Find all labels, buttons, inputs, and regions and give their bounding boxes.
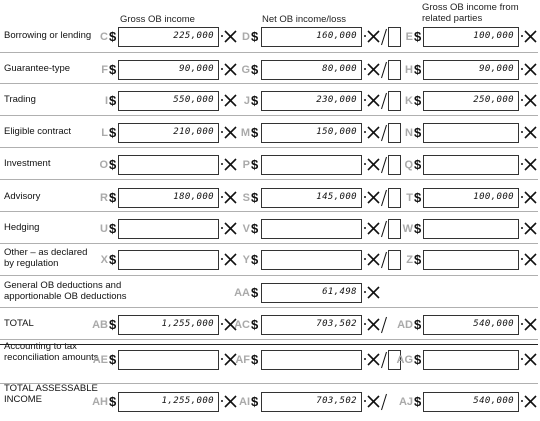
row-divider	[0, 179, 538, 180]
row-label: Hedging	[4, 222, 40, 233]
currency-symbol: $	[414, 93, 422, 108]
column-header-related: Gross OB income from related parties	[422, 2, 519, 24]
currency-symbol: $	[251, 125, 259, 140]
cross-mark-icon[interactable]	[367, 286, 380, 299]
field-code: W	[402, 223, 413, 235]
amount-cell	[0, 155, 540, 175]
field-code: AC	[234, 319, 250, 331]
amount-value: 145,000	[316, 192, 357, 202]
row-label: Investment	[4, 158, 51, 169]
amount-input[interactable]	[423, 350, 519, 370]
currency-symbol: $	[251, 352, 259, 367]
form-row	[0, 341, 540, 372]
amount-value: 80,000	[322, 64, 357, 74]
separator-dot	[521, 35, 523, 37]
currency-symbol: $	[109, 221, 117, 236]
currency-symbol: $	[109, 190, 117, 205]
cross-mark-icon[interactable]	[524, 353, 537, 366]
field-code: T	[406, 192, 413, 204]
row-label: Eligible contract	[4, 126, 72, 137]
cross-mark-icon[interactable]	[524, 94, 537, 107]
amount-cell	[0, 280, 540, 303]
currency-symbol: $	[109, 157, 117, 172]
row-divider	[0, 211, 538, 212]
field-code: G	[241, 64, 250, 76]
form-row	[0, 91, 540, 113]
amount-input[interactable]	[261, 283, 362, 303]
cross-mark-icon[interactable]	[524, 30, 537, 43]
amount-input[interactable]	[423, 392, 519, 412]
currency-symbol: $	[414, 394, 422, 409]
cross-mark-icon[interactable]	[524, 126, 537, 139]
cross-mark-icon[interactable]	[524, 395, 537, 408]
form-row	[0, 280, 540, 305]
row-label: Guarantee-type	[4, 63, 71, 74]
column-header-net: Net OB income/loss	[262, 14, 346, 25]
amount-input[interactable]	[423, 91, 519, 111]
amount-value: 160,000	[316, 31, 357, 41]
amount-value: 703,502	[316, 396, 357, 406]
cross-mark-icon[interactable]	[524, 253, 537, 266]
separator-dot	[521, 99, 523, 101]
row-divider	[0, 275, 538, 276]
field-code: R	[100, 192, 108, 204]
amount-cell	[0, 91, 540, 111]
amount-value: 230,000	[316, 95, 357, 105]
currency-symbol: $	[109, 394, 117, 409]
currency-symbol: $	[109, 352, 117, 367]
currency-symbol: $	[414, 352, 422, 367]
row-divider	[0, 147, 538, 148]
field-code: Y	[242, 254, 250, 266]
field-code: X	[100, 254, 108, 266]
field-code: O	[99, 159, 108, 171]
row-divider	[0, 243, 538, 244]
amount-value: 540,000	[473, 396, 514, 406]
row-label: TOTAL ASSESSABLE INCOME	[4, 383, 98, 405]
amount-input[interactable]	[423, 123, 519, 143]
cross-mark-icon[interactable]	[524, 191, 537, 204]
separator-dot	[521, 163, 523, 165]
separator-dot	[521, 323, 523, 325]
field-code: Q	[404, 159, 413, 171]
amount-cell	[0, 27, 540, 47]
amount-value: 540,000	[473, 319, 514, 329]
form-row	[0, 383, 540, 414]
field-code: V	[242, 223, 250, 235]
field-code: AH	[92, 396, 108, 408]
form-row	[0, 247, 540, 272]
amount-value: 210,000	[173, 127, 214, 137]
currency-symbol: $	[414, 62, 422, 77]
amount-cell	[0, 350, 540, 370]
currency-symbol: $	[251, 394, 259, 409]
currency-symbol: $	[109, 29, 117, 44]
amount-input[interactable]	[423, 155, 519, 175]
separator-dot	[521, 196, 523, 198]
separator-dot	[521, 131, 523, 133]
cross-mark-icon[interactable]	[524, 63, 537, 76]
amount-value: 550,000	[173, 95, 214, 105]
form-row	[0, 188, 540, 210]
form-row	[0, 315, 540, 337]
currency-symbol: $	[251, 252, 259, 267]
row-label: Advisory	[4, 191, 41, 202]
separator-dot	[521, 68, 523, 70]
field-code: K	[405, 95, 413, 107]
amount-cell	[0, 315, 540, 335]
field-code: AJ	[398, 396, 413, 408]
row-label: TOTAL	[4, 318, 34, 329]
form-row	[0, 27, 540, 49]
field-code: S	[242, 192, 250, 204]
currency-symbol: $	[251, 93, 259, 108]
field-code: H	[405, 64, 413, 76]
currency-symbol: $	[251, 157, 259, 172]
row-divider	[0, 383, 538, 384]
amount-input[interactable]	[423, 27, 519, 47]
row-divider	[0, 339, 538, 340]
amount-input[interactable]	[423, 188, 519, 208]
currency-symbol: $	[251, 285, 259, 300]
currency-symbol: $	[251, 29, 259, 44]
field-code: M	[240, 127, 250, 139]
row-label: Other – as declared by regulation	[4, 247, 88, 269]
row-label: Accounting to tax reconciliation amounts	[4, 341, 99, 363]
amount-cell	[0, 123, 540, 143]
amount-value: 90,000	[179, 64, 214, 74]
row-label: Trading	[4, 94, 36, 105]
row-divider	[0, 83, 538, 84]
currency-symbol: $	[109, 125, 117, 140]
cross-mark-icon[interactable]	[524, 318, 537, 331]
amount-value: 180,000	[173, 192, 214, 202]
amount-value: 1,255,000	[161, 396, 214, 406]
field-code: Z	[406, 254, 413, 266]
currency-symbol: $	[109, 62, 117, 77]
field-code: AI	[239, 396, 250, 408]
field-code: AG	[396, 354, 413, 366]
form-row	[0, 60, 540, 82]
amount-value: 225,000	[173, 31, 214, 41]
cross-mark-icon[interactable]	[524, 222, 537, 235]
separator-dot	[364, 291, 366, 293]
currency-symbol: $	[414, 221, 422, 236]
form-row	[0, 219, 540, 241]
currency-symbol: $	[414, 29, 422, 44]
field-code: L	[101, 127, 108, 139]
amount-value: 61,498	[322, 287, 357, 297]
row-divider	[0, 344, 538, 345]
amount-value: 100,000	[473, 192, 514, 202]
row-divider	[0, 115, 538, 116]
currency-symbol: $	[251, 221, 259, 236]
amount-value: 703,502	[316, 319, 357, 329]
amount-value: 1,255,000	[161, 319, 214, 329]
field-code: P	[242, 159, 250, 171]
amount-input[interactable]	[423, 315, 519, 335]
amount-value: 250,000	[473, 95, 514, 105]
field-code: AA	[234, 287, 250, 299]
row-divider	[0, 52, 538, 53]
column-header-gross: Gross OB income	[120, 14, 195, 25]
field-code: E	[405, 31, 413, 43]
amount-value: 100,000	[473, 31, 514, 41]
separator-dot	[521, 358, 523, 360]
amount-cell	[0, 60, 540, 80]
currency-symbol: $	[414, 190, 422, 205]
currency-symbol: $	[109, 93, 117, 108]
field-code: D	[242, 31, 250, 43]
currency-symbol: $	[414, 252, 422, 267]
currency-symbol: $	[414, 125, 422, 140]
row-label: General OB deductions and apportionable OB deductions	[4, 280, 127, 302]
currency-symbol: $	[251, 317, 259, 332]
field-code: I	[104, 95, 108, 107]
currency-symbol: $	[109, 317, 117, 332]
row-label: Borrowing or lending	[4, 30, 92, 41]
field-code: J	[243, 95, 250, 107]
currency-symbol: $	[251, 62, 259, 77]
currency-symbol: $	[109, 252, 117, 267]
cross-mark-icon[interactable]	[524, 158, 537, 171]
amount-cell	[0, 219, 540, 239]
field-code: N	[405, 127, 413, 139]
field-code: U	[100, 223, 108, 235]
form-row	[0, 123, 540, 145]
field-code: AB	[92, 319, 108, 331]
amount-input[interactable]	[423, 219, 519, 239]
form-row	[0, 155, 540, 177]
field-code: C	[100, 31, 108, 43]
field-code: AF	[235, 354, 250, 366]
amount-cell	[0, 188, 540, 208]
currency-symbol: $	[414, 157, 422, 172]
field-code: AD	[397, 319, 413, 331]
field-code: AE	[92, 354, 108, 366]
amount-cell	[0, 247, 540, 270]
row-divider	[0, 307, 538, 308]
amount-cell	[0, 392, 540, 412]
separator-dot	[521, 258, 523, 260]
amount-value: 150,000	[316, 127, 357, 137]
field-code: F	[101, 64, 108, 76]
separator-dot	[521, 400, 523, 402]
currency-symbol: $	[414, 317, 422, 332]
amount-input[interactable]	[423, 60, 519, 80]
amount-value: 90,000	[479, 64, 514, 74]
separator-dot	[521, 227, 523, 229]
amount-input[interactable]	[423, 250, 519, 270]
currency-symbol: $	[251, 190, 259, 205]
